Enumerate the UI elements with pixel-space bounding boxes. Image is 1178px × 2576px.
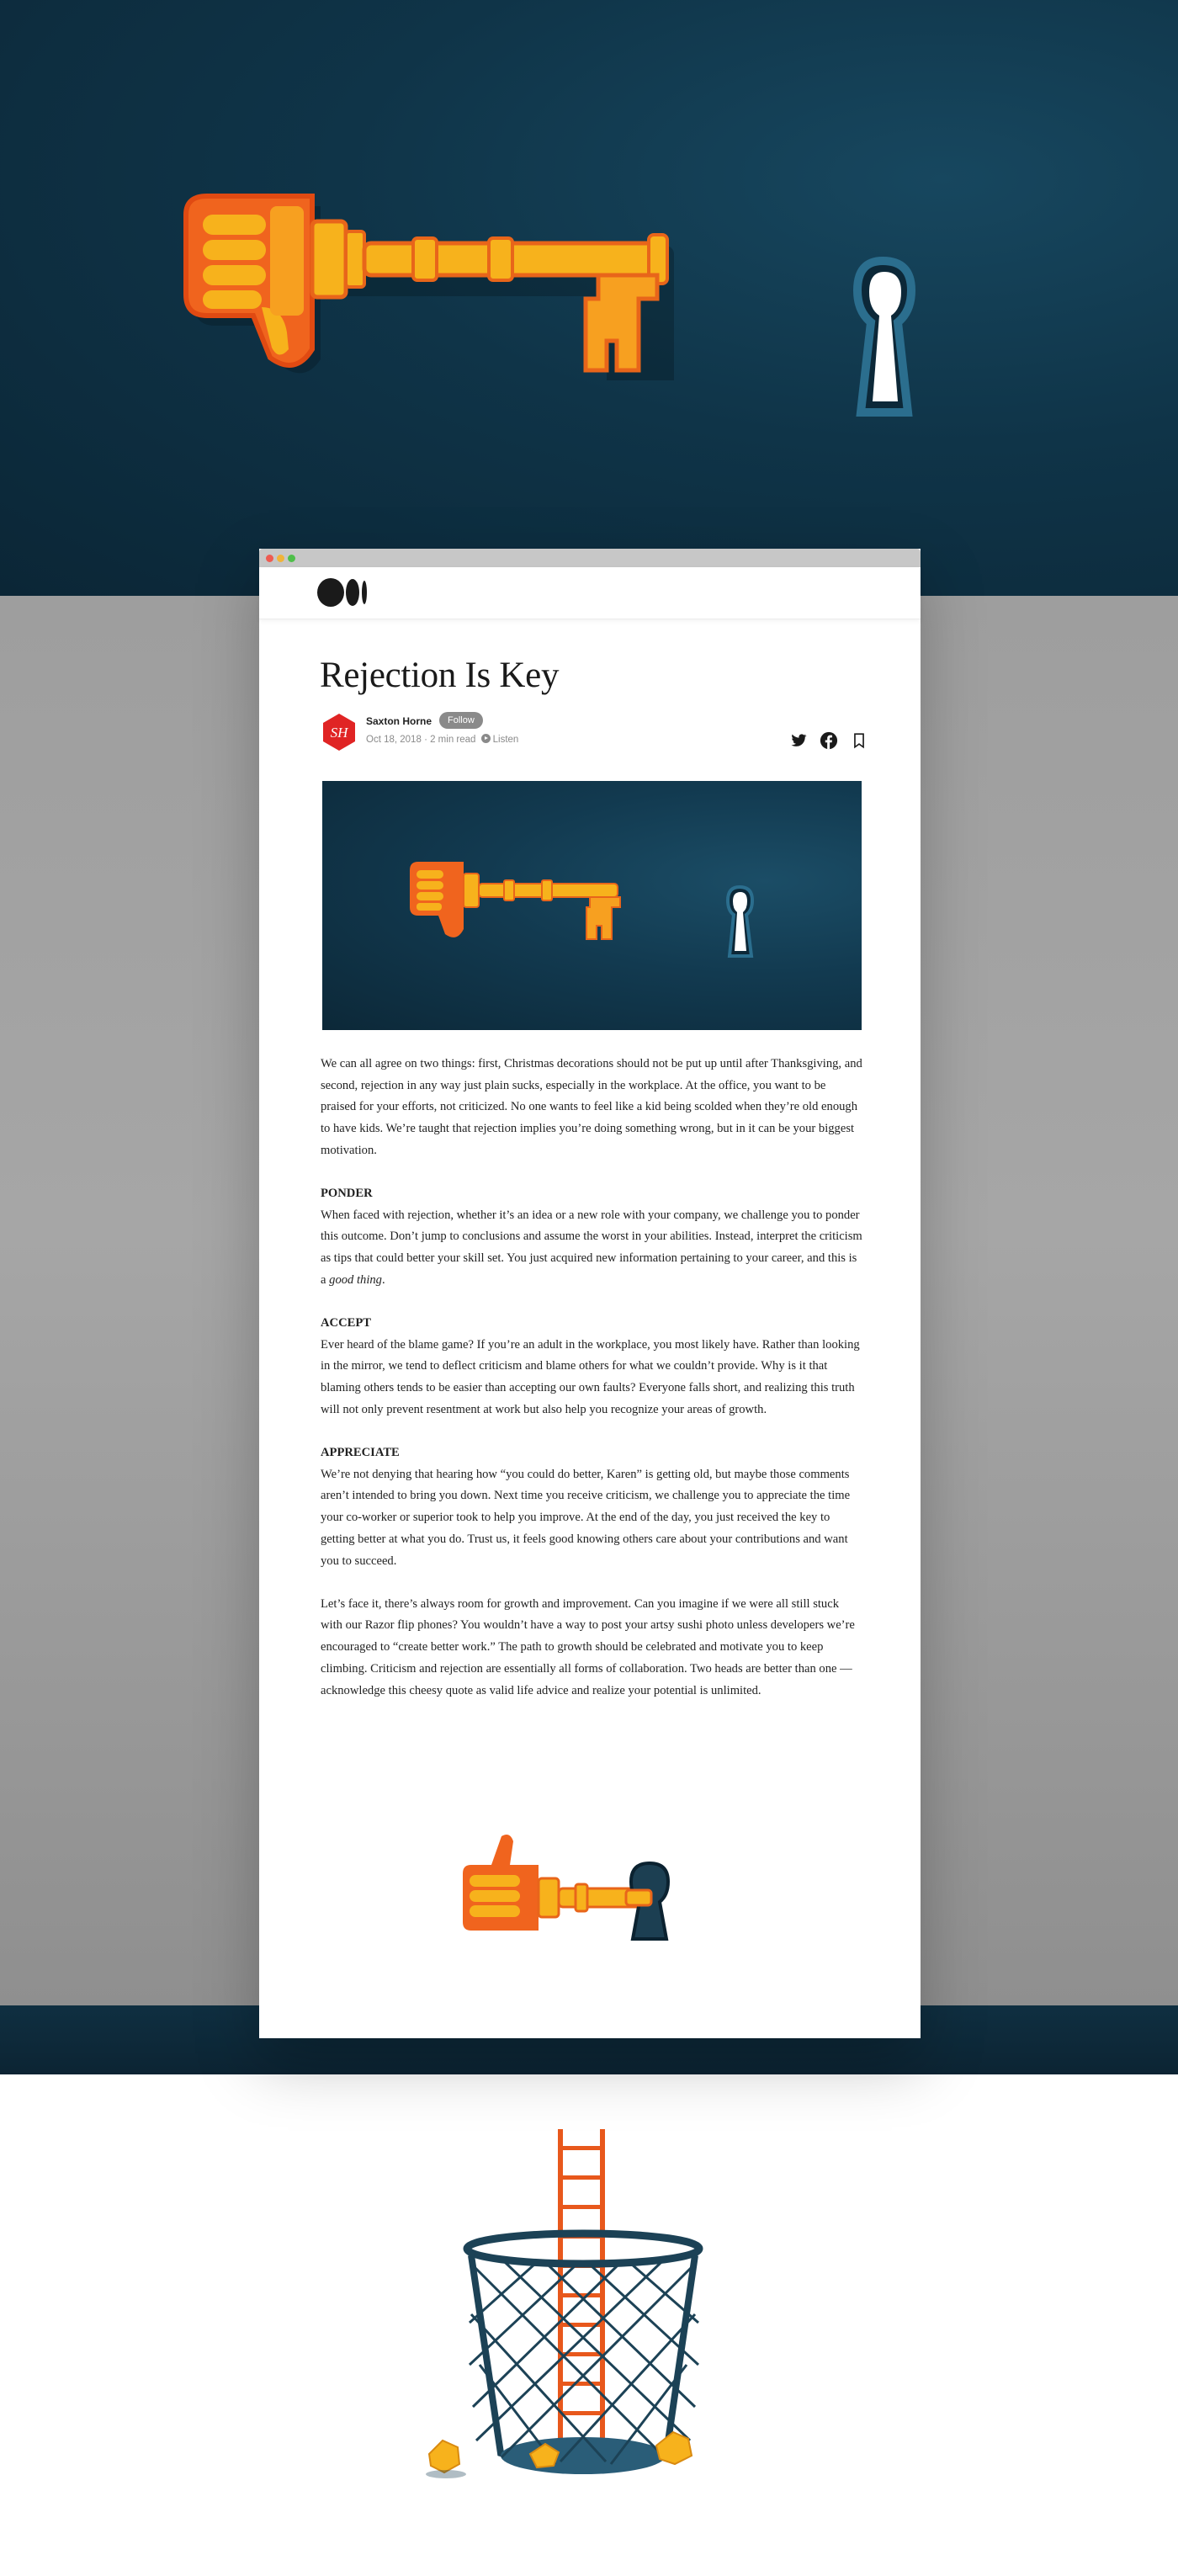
article-title: Rejection Is Key (320, 656, 560, 695)
close-window-icon[interactable] (266, 555, 273, 562)
minimize-window-icon[interactable] (277, 555, 284, 562)
bookmark-icon[interactable] (850, 731, 868, 750)
section-accept (321, 1313, 863, 1421)
follow-button[interactable]: Follow (439, 712, 483, 729)
paragraph-closing: Let’s face it, there’s always room for growth and improvement. Can you imagine if we were all still stuck with our Razor flip phones? You wouldn’t have a way to post your artsy sushi photo unless developers we’re encouraged to “create better work.” The path to growth should be celebrated and motivate you to keep climbing. Criticism and rejection are essentially all forms of collaboration. Two heads are better than one — acknowledge this cheesy quote as valid life advice and realize your potential is unlimited. (321, 1596, 855, 1697)
appreciate-text: We’re not denying that hearing how “you could do better, Karen” is getting old, but maybe those comments aren’t intended to bring you down. Next time you receive criticism, we challenge you to appreciate the time your co-worker or superior took to help you improve. At the end of the day, you just received the key to getting better at what you do. Trust us, it feels good knowing others care about your contributions and want you to succeed. (321, 1467, 851, 1568)
thumbs-up-key-illustration (458, 1831, 685, 1941)
play-icon[interactable] (481, 734, 491, 743)
thumbs-down-key-image (403, 855, 796, 960)
thumbs-down-key-illustration (164, 173, 993, 421)
listen-button[interactable]: Listen (492, 735, 519, 745)
browser-window (259, 549, 921, 2038)
read-time: 2 min read (430, 735, 476, 745)
author-avatar[interactable] (320, 713, 358, 752)
window-titlebar (259, 549, 921, 567)
ponder-text: When faced with rejection, whether it’s an idea or a new role with your company, we challenge you to ponder this outcome. Don’t jump to conclusions and assume the worst in your abilities. Instead, interpret the criticism as tips that could better your skill set. You just acquired new information pertaining to your career, and this is a (321, 1208, 862, 1287)
article-meta: Oct 18, 2018 · 2 min read Listen (366, 735, 519, 745)
site-header (259, 567, 921, 619)
ponder-emphasis: good thing (329, 1272, 382, 1287)
share-toolbar (789, 731, 877, 752)
wastebasket-ladder-illustration (421, 2129, 766, 2483)
section-appreciate (321, 1442, 863, 1572)
facebook-icon[interactable] (820, 731, 838, 750)
article-hero-image (322, 781, 862, 1030)
twitter-icon[interactable] (789, 731, 808, 750)
section-heading-appreciate: APPRECIATE (321, 1446, 400, 1460)
article-body (321, 1054, 863, 1724)
publish-date: Oct 18, 2018 (366, 735, 422, 745)
author-name[interactable]: Saxton Horne (366, 715, 432, 727)
paragraph-intro: We can all agree on two things: first, Christmas decorations should not be put up until after Thanksgiving, and second, rejection in any way just plain sucks, especially in the workplace. At the office, you want to be praised for your efforts, not criticized. No one wants to feel like a kid being scolded when they’re old enough to have kids. We’re taught that rejection implies you’re doing something wrong, but in it can be your biggest motivation. (321, 1057, 862, 1157)
section-heading-ponder: PONDER (321, 1187, 373, 1201)
accept-text: Ever heard of the blame game? If you’re an adult in the workplace, you most likely have. Rather than looking in the mirror, we tend to deflect criticism and blame others for what we couldn’t provide. Why is it that blaming others tends to be easier than accepting our own faults? Everyone falls short, and realizing this truth will not only prevent resentment at work but also help you recognize your areas of growth. (321, 1337, 860, 1416)
medium-logo-icon[interactable] (316, 577, 369, 608)
maximize-window-icon[interactable] (288, 555, 295, 562)
section-heading-accept: ACCEPT (321, 1316, 371, 1330)
section-ponder: PONDER When faced with rejection, whether it’s an idea or a new role with your company, we challenge you to ponder this outcome. Don’t jump to conclusions and assume the worst in your abilities. Instead, interpret the criticism as tips that could better your skill set. You just acquired new information pertaining to your career, and this is a good thing. (321, 1183, 863, 1292)
author-initials: SH (330, 725, 348, 741)
